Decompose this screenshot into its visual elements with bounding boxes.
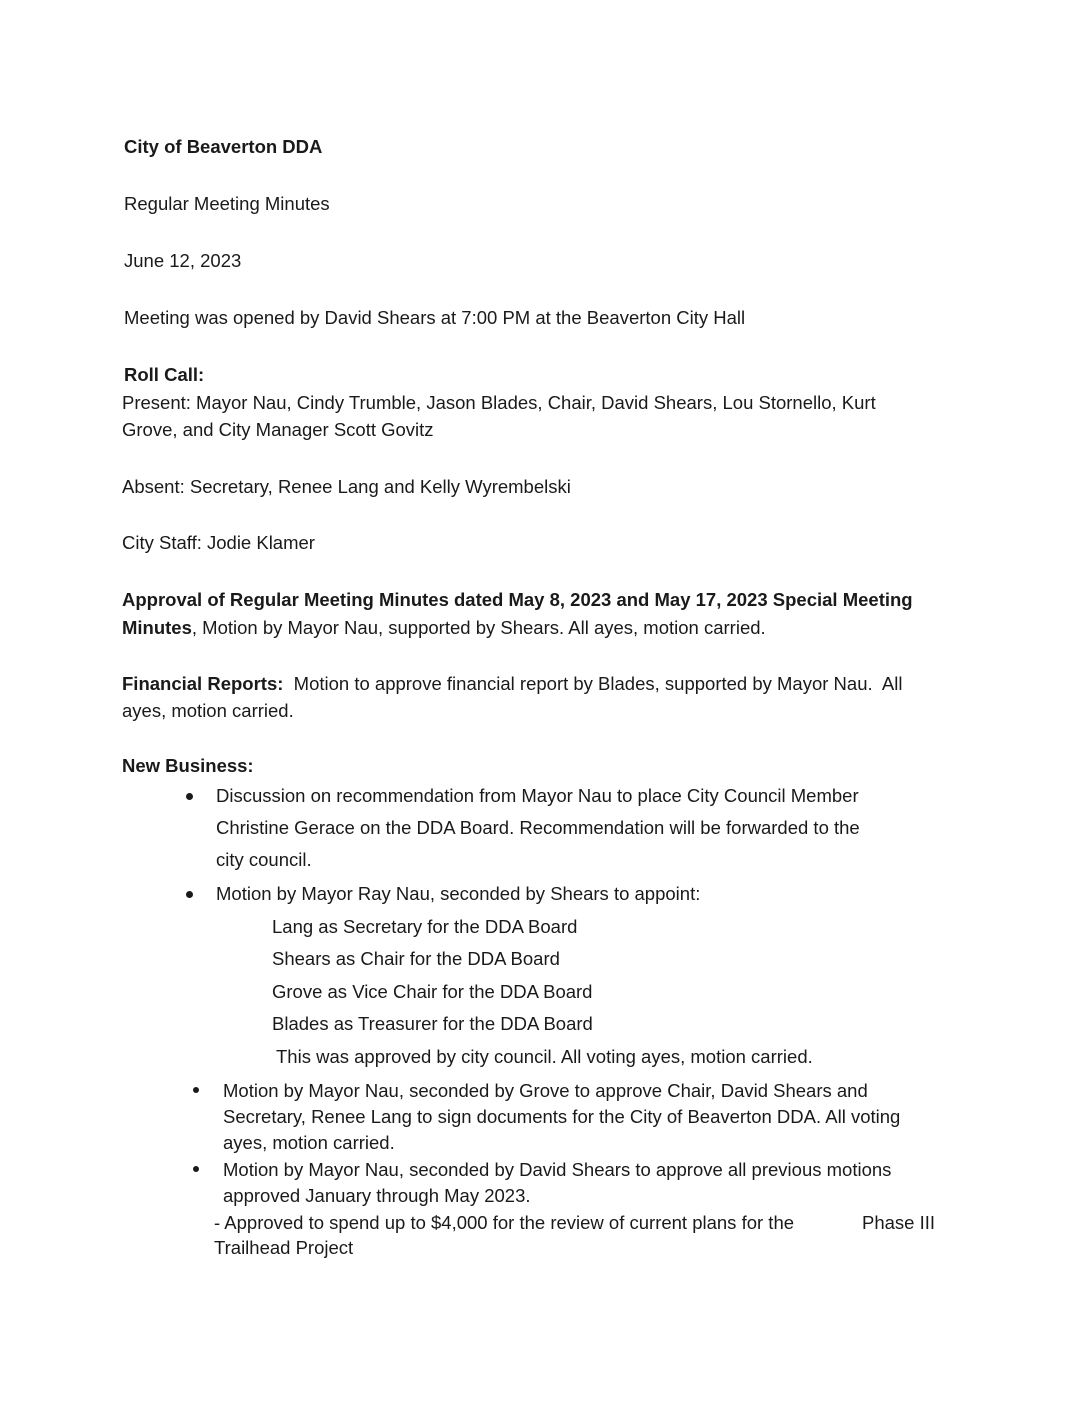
approval-text: , Motion by Mayor Nau, supported by Shears. All ayes, motion carried. (191, 617, 766, 638)
city-staff-line: City Staff: Jodie Klamer (122, 532, 315, 553)
item3-line-1: Motion by Mayor Nau, seconded by Grove to approve Chair, David Shears and (223, 1080, 868, 1101)
financial-line-2: ayes, motion carried. (122, 700, 294, 721)
item2-line-1: Motion by Mayor Ray Nau, seconded by Shears to appoint: (216, 883, 701, 904)
item1-line-3: city council. (216, 849, 312, 870)
item3-line-2: Secretary, Renee Lang to sign documents for the City of Beaverton DDA. All voting (223, 1106, 901, 1127)
item2-result: This was approved by city council. All voting ayes, motion carried. (276, 1046, 813, 1067)
item4-sub-line-1: - Approved to spend up to $4,000 for the review of current plans for the (214, 1212, 795, 1233)
appointment-secretary: Lang as Secretary for the DDA Board (272, 916, 578, 937)
bullet-icon (193, 1087, 199, 1093)
present-line-2: Grove, and City Manager Scott Govitz (122, 419, 434, 440)
item4-sub-line-1-tail: Phase III (862, 1212, 936, 1233)
item3-line-3: ayes, motion carried. (223, 1132, 395, 1153)
financial-heading: Financial Reports: (122, 673, 284, 694)
org-title: City of Beaverton DDA (124, 136, 323, 157)
roll-call-heading: Roll Call: (124, 364, 205, 385)
bullet-icon (186, 891, 193, 898)
absent-line: Absent: Secretary, Renee Lang and Kelly Wyrembelski (122, 476, 571, 497)
doc-type: Regular Meeting Minutes (124, 193, 330, 214)
bullet-icon (186, 793, 193, 800)
approval-heading-line-1: Approval of Regular Meeting Minutes dated May 8, 2023 and May 17, 2023 Special Meeting (122, 589, 913, 610)
item1-line-1: Discussion on recommendation from Mayor Nau to place City Council Member (216, 785, 859, 806)
appointment-chair: Shears as Chair for the DDA Board (272, 948, 560, 969)
opening-statement: Meeting was opened by David Shears at 7:00 PM at the Beaverton City Hall (124, 307, 746, 328)
meeting-date: June 12, 2023 (124, 250, 242, 271)
item1-line-2: Christine Gerace on the DDA Board. Recommendation will be forwarded to the (216, 817, 860, 838)
item4-sub-line-2: Trailhead Project (214, 1237, 354, 1258)
appointment-vice-chair: Grove as Vice Chair for the DDA Board (272, 981, 593, 1002)
financial-text-1: Motion to approve financial report by Blades, supported by Mayor Nau. All (283, 673, 903, 694)
financial-line-1 (122, 671, 902, 697)
bullet-icon (193, 1166, 199, 1172)
appointment-treasurer: Blades as Treasurer for the DDA Board (272, 1013, 593, 1034)
item4-line-1: Motion by Mayor Nau, seconded by David Shears to approve all previous motions (223, 1159, 892, 1180)
new-business-heading: New Business: (122, 755, 254, 776)
approval-heading-line-2: Minutes (122, 617, 192, 638)
present-line-1: Present: Mayor Nau, Cindy Trumble, Jason Blades, Chair, David Shears, Lou Stornello, Kurt (122, 392, 876, 413)
item4-line-2: approved January through May 2023. (223, 1185, 531, 1206)
approval-line-2 (122, 615, 766, 641)
